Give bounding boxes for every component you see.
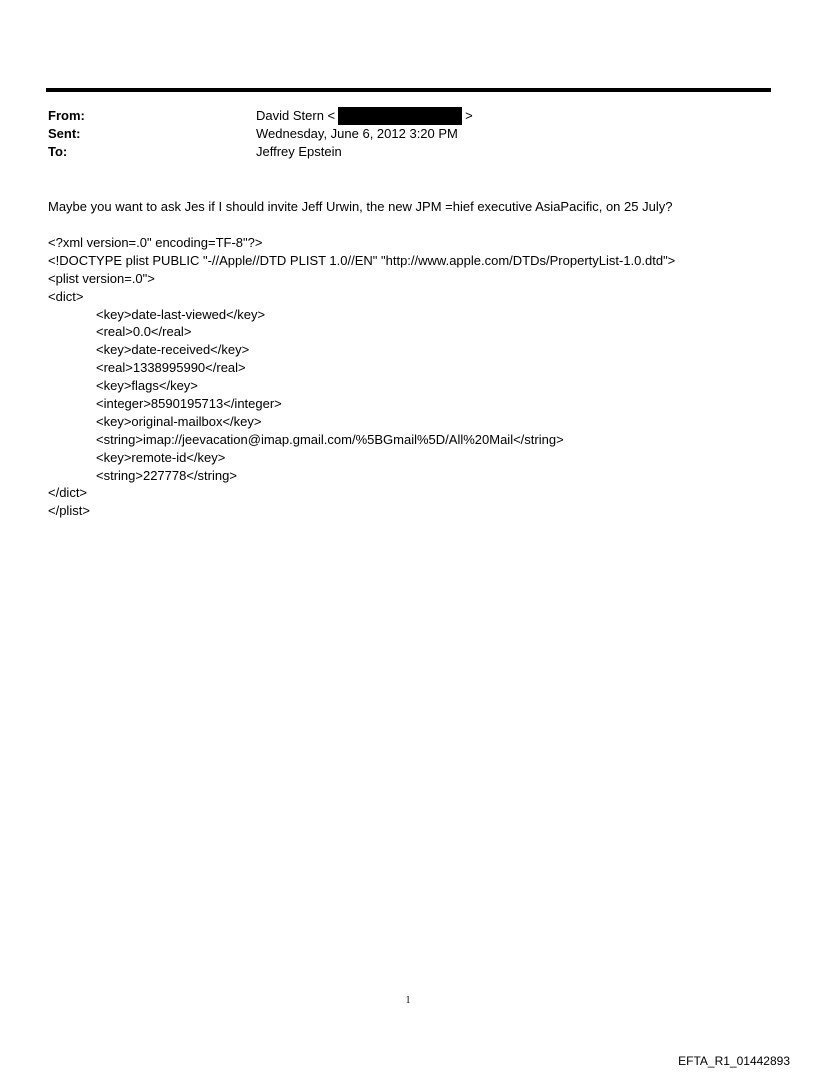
doctype-line: <!DOCTYPE plist PUBLIC "-//Apple//DTD PLIST 1.0//EN" "http://www.apple.com/DTDs/PropertyList-1.0.dtd"> (48, 252, 676, 268)
to-label: To: (48, 144, 68, 159)
plist-entry: <key>original-mailbox</key> (96, 413, 262, 429)
from-value (256, 107, 473, 125)
plist-entry: <key>flags</key> (96, 378, 198, 394)
sent-label: Sent: (48, 126, 81, 141)
xml-declaration: <?xml version=.0" encoding=TF-8"?> (48, 235, 263, 250)
dict-open-tag: <dict> (48, 288, 84, 304)
plist-entry: <key>date-received</key> (96, 342, 250, 358)
sent-value: Wednesday, June 6, 2012 3:20 PM (256, 126, 458, 141)
bates-number: EFTA_R1_01442893 (678, 1054, 790, 1068)
plist-entry: <string>imap://jeevacation@imap.gmail.com/%5BGmail%5D/All%20Mail</string> (96, 431, 564, 447)
from-bracket-open: < (327, 108, 336, 123)
plist-entry: <integer>8590195713</integer> (96, 396, 282, 412)
plist-entry: <real>0.0</real> (96, 324, 192, 340)
plist-close-tag: </plist> (48, 503, 90, 519)
message-body: Maybe you want to ask Jes if I should invite Jeff Urwin, the new JPM =hief executive AsiaPacific, on 25 July? (48, 199, 673, 214)
plist-entry: <key>date-last-viewed</key> (96, 306, 266, 322)
plist-entry: <real>1338995990</real> (96, 360, 246, 376)
from-label: From: (48, 108, 85, 123)
to-row (48, 143, 473, 161)
page-number: 1 (405, 995, 411, 1006)
plist-entry: <string>227778</string> (96, 467, 237, 483)
plist-entry: <key>remote-id</key> (96, 449, 226, 465)
plist-open-tag: <plist version=.0"> (48, 270, 155, 286)
from-bracket-close: > (465, 108, 473, 123)
email-header (48, 107, 473, 161)
to-value: Jeffrey Epstein (256, 144, 342, 159)
plist-block (48, 234, 675, 520)
redaction-box (338, 107, 462, 125)
from-name: David Stern (256, 108, 324, 123)
dict-close-tag: </dict> (48, 485, 88, 501)
sent-row (48, 125, 473, 143)
from-row (48, 107, 473, 125)
header-divider (46, 88, 771, 92)
